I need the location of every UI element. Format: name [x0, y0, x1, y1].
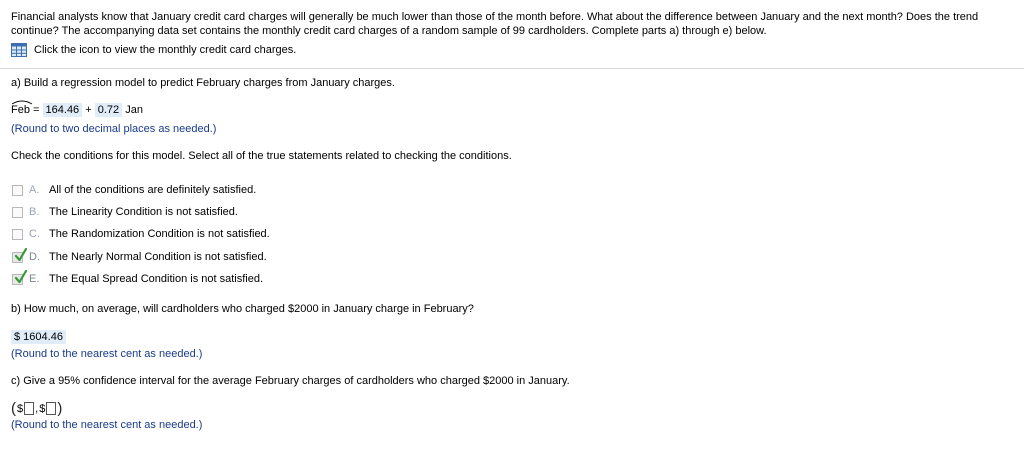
conditions-prompt: Check the conditions for this model. Select all of the true statements related to checking the conditions.	[11, 150, 512, 162]
hat-icon	[11, 99, 33, 105]
regression-equation: Feb = 164.46 + 0.72 Jan	[11, 104, 143, 116]
part-a-hint: (Round to two decimal places as needed.)	[11, 123, 217, 135]
slope-answer[interactable]: 0.72	[95, 103, 122, 117]
confidence-interval-input: ( $ , $ )	[11, 400, 63, 417]
data-link-text[interactable]: Click the icon to view the monthly credit card charges.	[34, 44, 297, 56]
feb-hat: Feb	[11, 104, 30, 116]
option-c[interactable]: C. The Randomization Condition is not satisfied.	[12, 227, 270, 241]
option-b[interactable]: B. The Linearity Condition is not satisfied.	[12, 205, 238, 219]
part-b-answer[interactable]: $ 1604.46	[11, 330, 66, 344]
option-e[interactable]: E. The Equal Spread Condition is not satisfied.	[12, 272, 263, 286]
checkmark-icon	[15, 270, 27, 284]
checkbox-c[interactable]	[12, 229, 23, 240]
option-a[interactable]: A. All of the conditions are definitely satisfied.	[12, 183, 256, 197]
part-b-hint: (Round to the nearest cent as needed.)	[11, 348, 203, 360]
data-link[interactable]	[11, 43, 296, 57]
part-c-question: c) Give a 95% confidence interval for the average February charges of cardholders who charged $2000 in January.	[11, 375, 570, 387]
checkbox-e[interactable]	[12, 274, 23, 285]
problem-intro: Financial analysts know that January credit card charges will generally be much lower than those of the month before. What about the difference between January and the next month? Does the trend continue? The accompanying data set contains the monthly credit card charges of a random sample of 99 cardholders. Complete parts a) through e) below.	[11, 11, 979, 37]
part-c-hint: (Round to the nearest cent as needed.)	[11, 419, 203, 431]
ci-lower-input[interactable]	[24, 402, 34, 415]
checkbox-a[interactable]	[12, 185, 23, 196]
part-a-question: a) Build a regression model to predict February charges from January charges.	[11, 77, 395, 89]
part-b-question: b) How much, on average, will cardholders who charged $2000 in January charge in February?	[11, 303, 474, 315]
checkbox-b[interactable]	[12, 207, 23, 218]
option-d[interactable]: D. The Nearly Normal Condition is not satisfied.	[12, 250, 267, 264]
ci-upper-input[interactable]	[46, 402, 56, 415]
part-b-answer-row	[11, 331, 66, 343]
table-icon[interactable]	[11, 43, 27, 57]
checkmark-icon	[15, 248, 27, 262]
checkbox-d[interactable]	[12, 252, 23, 263]
section-divider	[0, 68, 1024, 69]
intercept-answer[interactable]: 164.46	[43, 103, 83, 117]
